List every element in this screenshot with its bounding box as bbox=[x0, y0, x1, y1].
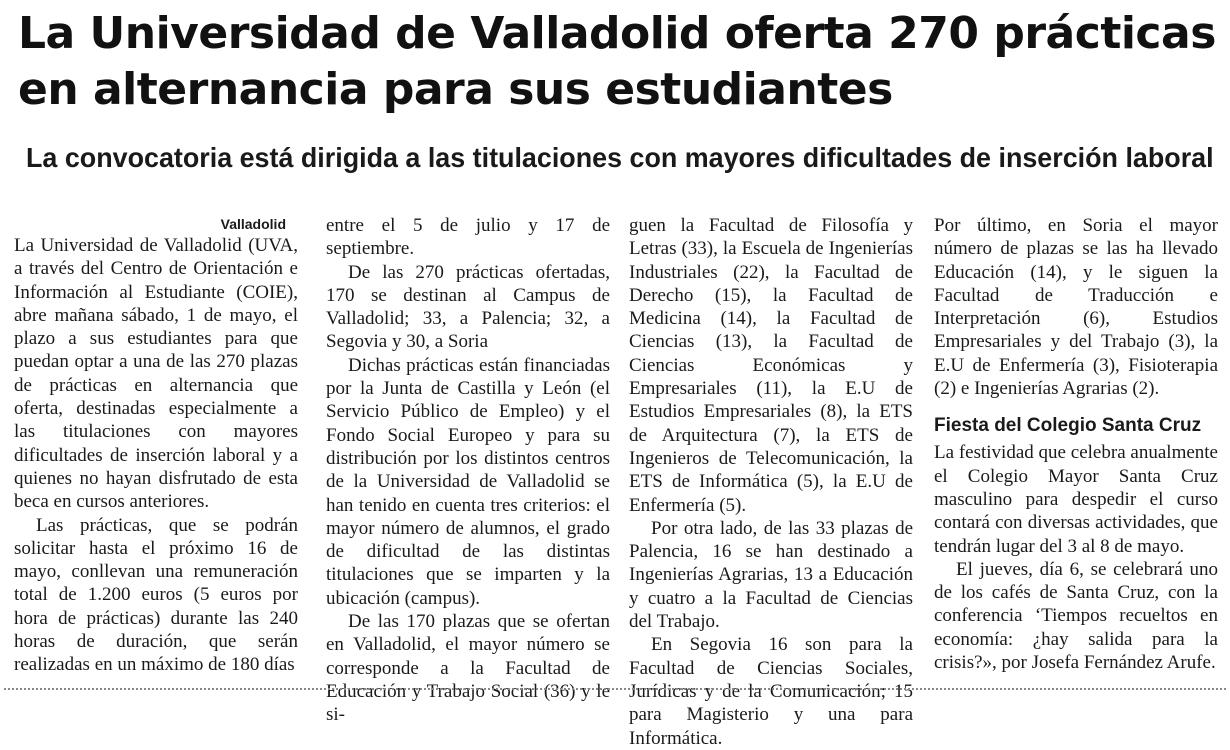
article-paragraph-7: En Segovia 16 son para la Facultad de Ciencias Sociales, Jurídicas y de la Comunicación; 15 para Magisterio y una para Informática. bbox=[629, 634, 913, 749]
article-paragraph-3: De las 270 prácticas ofertadas, 170 se destinan al Campus de Valladolid; 33, a Palencia; 32, a Segovia y 30, a Soria bbox=[326, 261, 610, 353]
article-paragraph-4: Dichas prácticas están financiadas por la Junta de Castilla y León (el Servicio Público de Empleo) y el Fondo Social Europeo y para su distribución por los distintos centros de la Universidad de Valladolid se han tenido en cuenta tres criterios: el mayor número de alumnos, el grado de dificultad de las distintas titulaciones que se imparten y la ubicación (campus). bbox=[326, 354, 610, 609]
article-column-1 bbox=[14, 214, 298, 677]
article-paragraph-5-part-1: De las 170 plazas que se ofertan en Valladolid, el mayor número se corresponde a la Facultad de Educación y Trabajo Social (36) y le si- bbox=[326, 611, 610, 726]
subheadline: La convocatoria está dirigida a las titulaciones con mayores dificultades de inserción laboral bbox=[26, 142, 1214, 173]
headline: La Universidad de Valladolid oferta 270 prácticas en alternancia para sus estudiantes bbox=[18, 8, 1216, 115]
article-paragraph-8: Por último, en Soria el mayor número de plazas se las ha llevado Educación (14), y le siguen la Facultad de Traducción e Interpretación (6), Estudios Empresariales y del Trabajo (3), la E.U de Enfermería (3), Fisioterapia (2) e Ingenierías Agrarias (2). bbox=[934, 215, 1218, 400]
article-column-4 bbox=[934, 214, 1218, 674]
article-column-3 bbox=[629, 214, 913, 750]
article-paragraph-2-part-2: entre el 5 de julio y 17 de septiembre. bbox=[326, 215, 610, 260]
section-heading: Fiesta del Colegio Santa Cruz bbox=[934, 415, 1202, 437]
article-column-2 bbox=[326, 214, 610, 727]
article-paragraph-5-part-2: guen la Facultad de Filosofía y Letras (33), la Escuela de Ingenierías Industriales (22), la Facultad de Derecho (15), la Facultad de Medicina (14), la Facultad de Ciencias (13), la Facultad de Ciencias Económicas y Empresariales (11), la E.U de Estudios Empresariales (8), la ETS de Arquitectura (7), la ETS de Ingenieros de Telecomunicación, la ETS de Informática (5), la E.U de Enfermería (5). bbox=[629, 215, 913, 516]
dateline: Valladolid bbox=[220, 216, 286, 232]
section-paragraph-1: La festividad que celebra anualmente el Colegio Mayor Santa Cruz masculino para despedir el curso contará con diversas actividades, que tendrán lugar del 3 al 8 de mayo. bbox=[934, 442, 1218, 557]
article-paragraph-6: Por otra lado, de las 33 plazas de Palencia, 16 se han destinado a Ingenierías Agrarias, 13 a Educación y cuatro a la Facultad de Ciencias del Trabajo. bbox=[629, 517, 913, 633]
section-paragraph-2: El jueves, día 6, se celebrará uno de los cafés de Santa Cruz, con la conferencia ‘Tiempos recueltos en economía: ¿hay salida para la crisis?», por Josefa Fernández Arufe. bbox=[934, 558, 1218, 674]
article-paragraph-1: La Universidad de Valladolid (UVA, a través del Centro de Orientación e Información al Estudiante (COIE), abre mañana sábado, 1 de mayo, el plazo a sus estudiantes para que puedan optar a una de las 270 plazas de prácticas en alternancia que oferta, destinadas especialmente a las titulaciones con mayores dificultades de inserción laboral y a quienes no hayan disfrutado de esta beca en cursos anteriores. bbox=[14, 235, 298, 513]
bottom-dotted-rule bbox=[4, 688, 1226, 690]
article-paragraph-2-part-1: Las prácticas, que se podrán solicitar hasta el próximo 16 de mayo, conllevan una remuneración total de 1.200 euros (5 euros por hora de prácticas) durante las 240 horas de duración, que serán realizadas en un máximo de 180 días bbox=[14, 514, 298, 676]
